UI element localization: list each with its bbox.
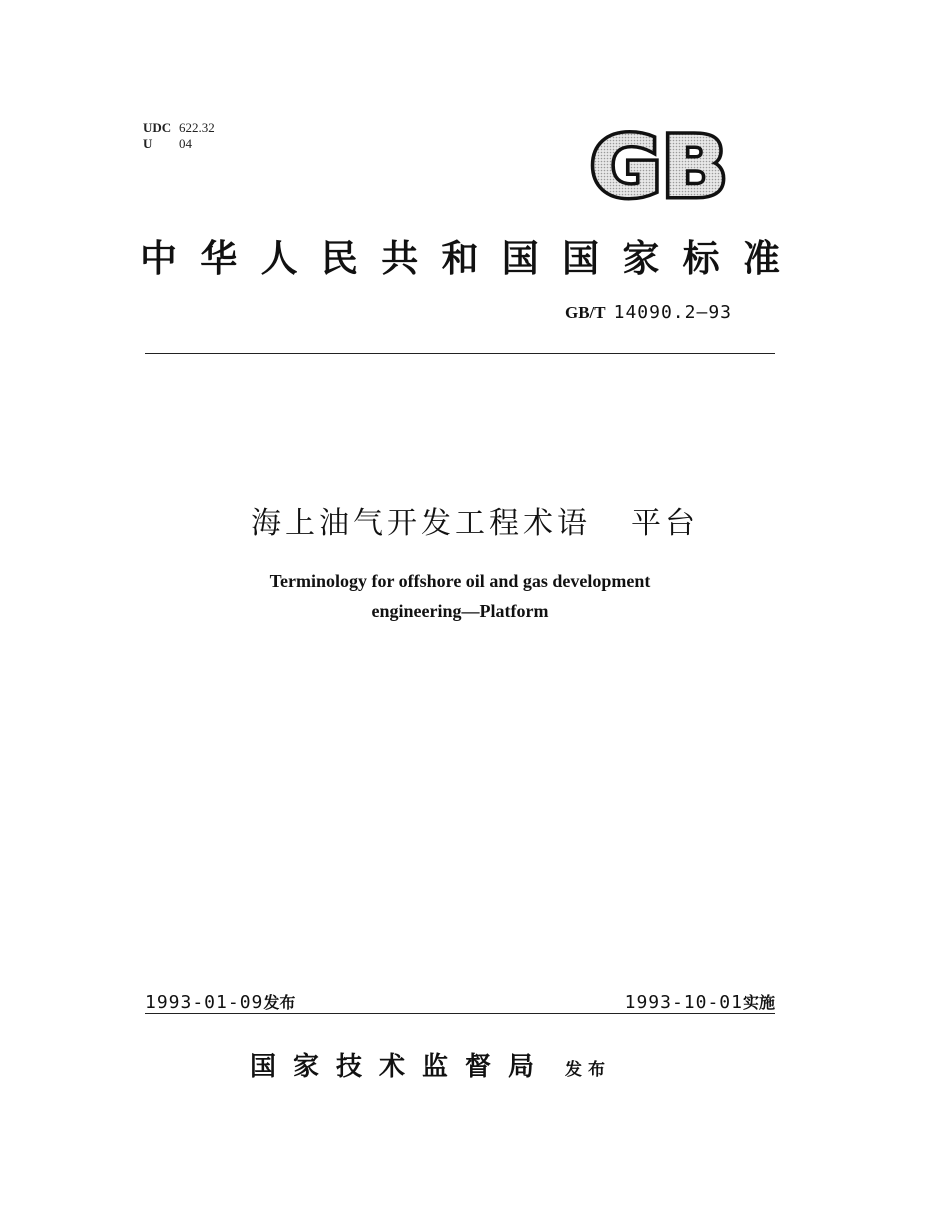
effective-date-block bbox=[625, 990, 775, 1013]
effective-date: 1993-10-01 bbox=[624, 992, 743, 1013]
standard-code: 14090.2—93 bbox=[613, 302, 732, 323]
standard-prefix: GB/T bbox=[565, 303, 606, 322]
title-english bbox=[0, 566, 920, 626]
heading-char: 共 bbox=[381, 237, 419, 280]
bottom-divider bbox=[145, 1013, 775, 1014]
heading-char: 家 bbox=[622, 237, 660, 280]
title-chinese-main: 海上油气开发工程术语 bbox=[251, 506, 591, 541]
udc-value: 622.32 bbox=[179, 120, 215, 135]
heading-char: 中 bbox=[140, 237, 177, 280]
issued-label: 发布 bbox=[263, 993, 296, 1012]
top-divider bbox=[145, 353, 775, 354]
ccs-label: U bbox=[143, 136, 153, 151]
issued-date: 1993-01-09 bbox=[145, 992, 264, 1013]
udc-label: UDC bbox=[143, 120, 172, 135]
issued-date-block bbox=[145, 990, 295, 1013]
title-english-line1: Terminology for offshore oil and gas development bbox=[269, 571, 651, 591]
heading-char: 国 bbox=[562, 237, 600, 280]
gb-logo-text: GB bbox=[590, 130, 728, 204]
udc-row bbox=[143, 120, 215, 136]
heading-char: 准 bbox=[742, 237, 780, 280]
ccs-value: 04 bbox=[179, 136, 192, 151]
heading-char: 民 bbox=[320, 237, 358, 280]
issuer-name: 国家技术监督局 bbox=[250, 1052, 552, 1082]
date-row bbox=[145, 990, 775, 1013]
title-english-line2: engineering—Platform bbox=[371, 601, 549, 621]
title-chinese-sub: 平台 bbox=[631, 506, 699, 541]
standard-number bbox=[565, 302, 732, 323]
heading-char: 华 bbox=[200, 237, 238, 280]
gb-logo bbox=[588, 130, 730, 204]
ccs-row bbox=[143, 136, 215, 152]
issuer bbox=[250, 1046, 611, 1083]
issuer-action: 发布 bbox=[565, 1060, 612, 1080]
national-standard-heading bbox=[140, 228, 780, 282]
heading-char: 人 bbox=[260, 237, 298, 280]
heading-char: 和 bbox=[441, 237, 479, 280]
title-chinese bbox=[0, 498, 950, 542]
heading-char: 标 bbox=[682, 237, 720, 280]
heading-char: 国 bbox=[501, 237, 539, 280]
effective-label: 实施 bbox=[742, 993, 775, 1012]
classification-codes bbox=[143, 120, 215, 152]
